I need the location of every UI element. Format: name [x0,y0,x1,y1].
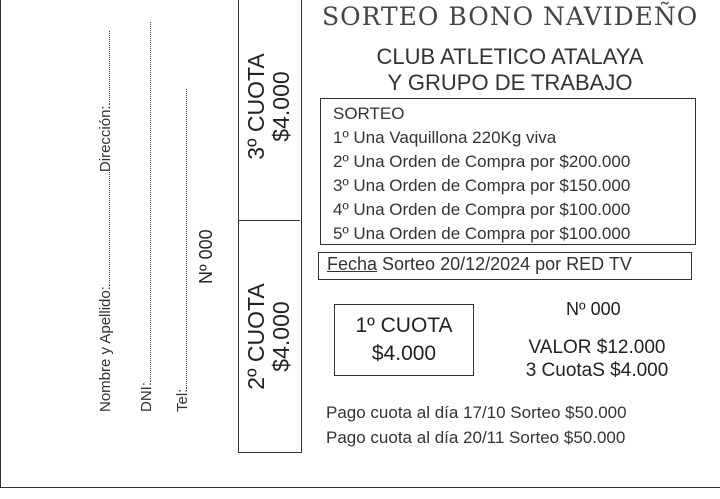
side-cuota-3-amount: $4.000 [268,71,294,142]
side-cuota-2-amount: $4.000 [268,301,294,372]
phone-dots [186,89,187,389]
prize-3: 3º Una Orden de Compra por $150.000 [333,176,631,195]
value-block [504,336,690,382]
name-address-field[interactable] [97,31,114,412]
draw-date-text: Sorteo 20/12/2024 por RED TV [377,254,632,274]
raffle-title: SORTEO BONO NAVIDEÑO [322,2,699,31]
prize-5: 5º Una Orden de Compra por $100.000 [333,224,631,243]
dni-field[interactable] [138,22,155,412]
prizes-list [333,102,630,246]
side-cuota-2[interactable] [244,269,294,404]
address-label: Dirección: [97,105,114,173]
prize-1: 1º Una Vaquillona 220Kg viva [333,128,557,147]
club-line-1: CLUB ATLETICO ATALAYA [376,44,644,69]
phone-field[interactable] [174,89,191,412]
name-label: Nombre y Apellido: [97,286,114,412]
ticket-border [0,0,1,488]
payment-2: Pago cuota al día 20/11 Sorteo $50.000 [326,428,626,447]
first-cuota-label: 1º CUOTA [355,314,453,337]
name-dots [109,172,110,286]
club-name [340,44,680,96]
draw-date [327,254,632,275]
prize-4: 4º Una Orden de Compra por $100.000 [333,200,631,219]
total-value: VALOR $12.000 [528,337,666,358]
draw-date-label: Fecha [327,254,378,274]
prizes-heading: SORTEO [333,104,405,123]
address-dots [109,31,110,105]
side-cuota-3-label: 3º CUOTA [243,53,269,160]
ticket-bottom-edge [0,487,720,488]
phone-label: Tel: [174,388,191,412]
dni-label: DNI: [138,382,155,412]
side-cuota-divider [238,220,300,221]
side-cuota-2-label: 2º CUOTA [243,283,269,390]
prize-2: 2º Una Orden de Compra por $200.000 [333,152,631,171]
ticket-number: Nº 000 [566,299,621,319]
side-cuota-3[interactable] [244,39,294,174]
first-cuota [334,312,474,368]
installments-value: 3 CuotaS $4.000 [525,360,669,381]
club-line-2: Y GRUPO DE TRABAJO [387,70,633,95]
payment-1: Pago cuota al día 17/10 Sorteo $50.000 [326,403,627,422]
first-cuota-amount: $4.000 [371,342,437,365]
payments-list [326,400,627,450]
stub-number: Nº 000 [196,229,216,284]
dni-dots [150,22,151,382]
